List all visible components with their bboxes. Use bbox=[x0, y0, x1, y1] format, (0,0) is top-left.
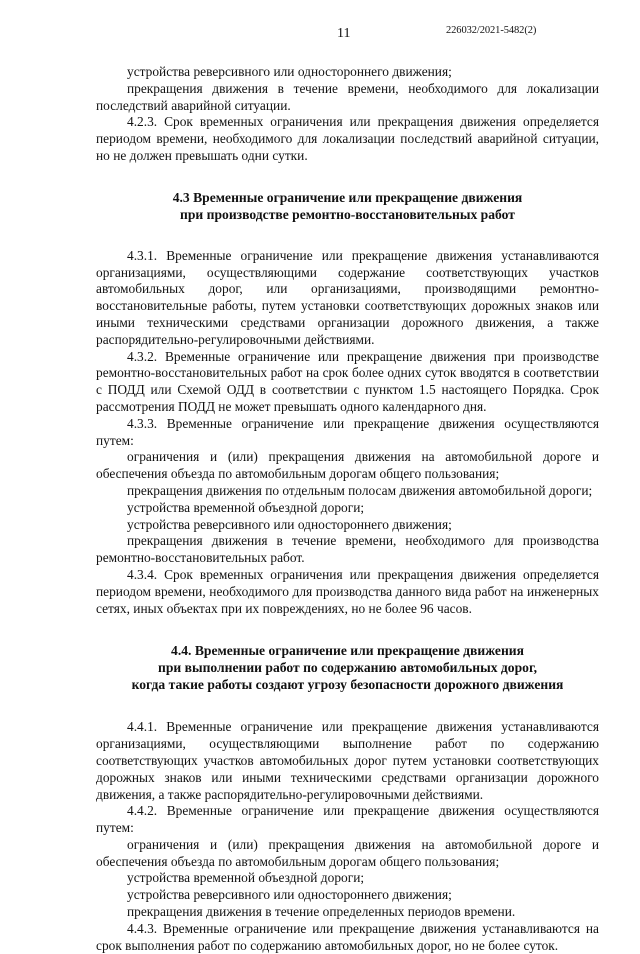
paragraph: 4.3.4. Срок временных ограничения или прекращения движения определяется периодом времени, необходимого для производства данного вида работ на инженерных сетях, иных объектах при их повреждениях, но не более 96 часов. bbox=[96, 566, 599, 616]
paragraph: 4.2.3. Срок временных ограничения или прекращения движения определяется периодом времени, необходимого для локализации последствий аварийной ситуации, но не должен превышать одни сутки. bbox=[96, 114, 599, 163]
document-body bbox=[96, 64, 599, 954]
paragraph: 4.4.3. Временные ограничение или прекращение движения устанавливаются на срок выполнения работ по содержанию автомобильных дорог, но не более суток. bbox=[96, 920, 599, 953]
paragraph: устройства реверсивного или одностороннего движения; bbox=[127, 64, 452, 79]
paragraph: прекращения движения в течение времени, необходимого для производства ремонтно-восстановительных работ. bbox=[96, 533, 599, 566]
paragraph: 4.3.3. Временные ограничение или прекращение движения осуществляются путем: bbox=[96, 415, 599, 448]
heading-line: при выполнении работ по содержанию автомобильных дорог, bbox=[158, 660, 537, 676]
section-heading-4-4 bbox=[96, 642, 599, 693]
heading-line: когда такие работы создают угрозу безопасности дорожного движения bbox=[131, 677, 564, 693]
paragraph: 4.4.2. Временные ограничение или прекращение движения осуществляются путем: bbox=[96, 803, 599, 836]
paragraph: 4.3.2. Временные ограничение или прекращение движения при производстве ремонтно-восстановительных работ на срок более одних суток вводятся в соответствии с ПОДД или Схемой ОДД в соответствии с пунктом 1.5 настоящего Порядка. Срок рассмотрения ПОДД не может превышать одного календарного дня. bbox=[96, 348, 599, 414]
paragraph: ограничения и (или) прекращения движения на автомобильной дороге и обеспечения объезда по автомобильным дорогам общего пользования; bbox=[96, 836, 599, 869]
document-id: 226032/2021-5482(2) bbox=[446, 25, 537, 36]
paragraph: 4.4.1. Временные ограничение или прекращение движения устанавливаются организациями, осуществляющими выполнение работ по содержанию соответствующих участков автомобильных дорог путем установки соответствующих дорожных знаков или иными техническими средствами организации дорожного движения, а также распорядительно-регулировочными действиями. bbox=[96, 719, 599, 802]
paragraph: прекращения движения в течение времени, необходимого для локализации последствий аварийной ситуации. bbox=[96, 80, 599, 113]
paragraph: устройства реверсивного или одностороннего движения; bbox=[127, 516, 452, 532]
page-number: 11 bbox=[337, 26, 351, 41]
paragraph: устройства реверсивного или одностороннего движения; bbox=[127, 887, 452, 903]
paragraph: прекращения движения в течение определенных периодов времени. bbox=[127, 904, 516, 920]
paragraph: устройства временной объездной дороги; bbox=[127, 870, 365, 886]
paragraph: 4.3.1. Временные ограничение или прекращение движения устанавливаются организациями, осуществляющими содержание соответствующих участков автомобильных дорог, или организациями, производящими ремонтно-восстановительные работы, путем установки соответствующих дорожных знаков или иными техническими средствами организации дорожного движения, а также распорядительно-регулировочными действиями. bbox=[96, 247, 599, 347]
paragraph: ограничения и (или) прекращения движения на автомобильной дороге и обеспечения объезда по автомобильным дорогам общего пользования; bbox=[96, 449, 599, 482]
paragraph: устройства временной объездной дороги; bbox=[127, 499, 365, 515]
heading-line: при производстве ремонтно-восстановительных работ bbox=[180, 206, 515, 222]
heading-line: 4.3 Временные ограничение или прекращение движения bbox=[172, 189, 523, 205]
paragraph: прекращения движения по отдельным полосам движения автомобильной дороги; bbox=[127, 482, 593, 498]
heading-line: 4.4. Временные ограничение или прекращение движения bbox=[171, 643, 524, 659]
section-heading-4-3 bbox=[96, 189, 599, 223]
